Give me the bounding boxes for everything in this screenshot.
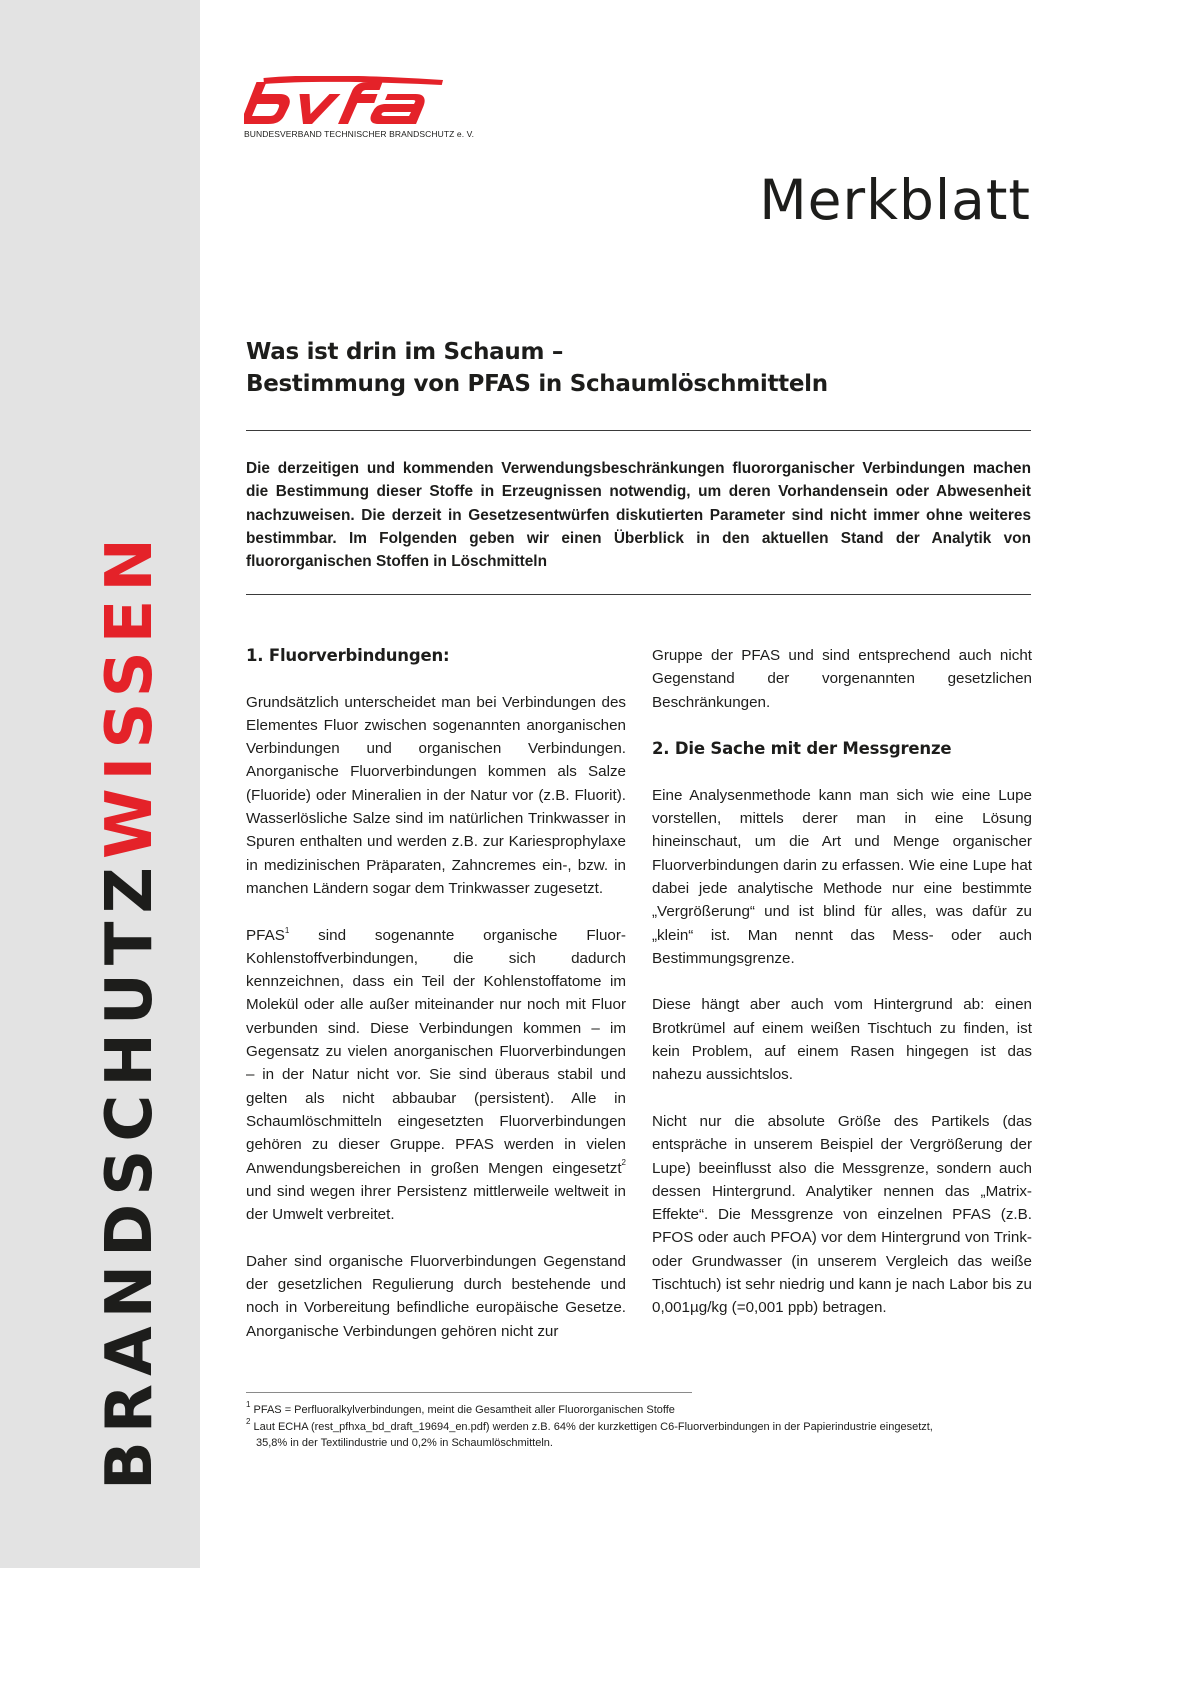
footnote-2-number: 2 bbox=[246, 1416, 251, 1426]
section-1-paragraph-3: Daher sind organische Fluorverbindungen Gegenstand der gesetzlichen Regulierung durch bestehende und noch in Vorbereitung befindliche europäische Gesetze. Anorganische Verbindungen gehören nicht zur bbox=[246, 1252, 626, 1340]
section-1-paragraph-2 bbox=[246, 924, 626, 1227]
footnote-1 bbox=[246, 1402, 1031, 1419]
divider-bottom bbox=[246, 594, 1031, 595]
bvfa-logo-wordmark bbox=[244, 76, 456, 126]
section-2-paragraph-2: Diese hängt aber auch vom Hintergrund ab: einen Brotkrümel auf einem weißen Tischtuch zu finden, ist kein Problem, auf einem Rasen hingegen ist das nahezu aussichtslos. bbox=[652, 996, 1032, 1084]
footnote-2-text: Laut ECHA (rest_pfhxa_bd_draft_19694_en.pdf) werden z.B. 64% der kurzkettigen C6-Fluorverbindungen in der Papierindustrie eingesetzt, bbox=[250, 1420, 933, 1433]
section-1-heading: 1. Fluorverbindungen: bbox=[246, 646, 450, 665]
footnote-2 bbox=[246, 1416, 1031, 1436]
logo-subtitle: BUNDESVERBAND TECHNISCHER BRANDSCHUTZ e. V. bbox=[244, 129, 475, 139]
sidebar-band bbox=[0, 0, 200, 1568]
section-2-paragraph-3: Nicht nur die absolute Größe des Partikels (das entspräche in unserem Beispiel der Vergrößerung der Lupe) beeinflusst also die Messgrenze, sondern auch dessen Hintergrund. Analytiker nennen das „Matrix-Effekte“. Die Messgrenze von einzelnen PFAS (z.B. PFOS oder auch PFOA) vor dem Hintergrund von Trink- oder Grundwasser (in unserem Vergleich das weiße Tischtuch) ist sehr niedrig und kann je nach Labor bis zu 0,001µg/kg (=0,001 ppb) betragen. bbox=[652, 1112, 1032, 1317]
sidebar-title-part2: WISSEN bbox=[93, 530, 167, 860]
section-1-paragraph-2-text-a: sind sogenannte organische Fluor-Kohlenstoffverbindungen, die sich dadurch kennzeichnen, dass ein Teil der Kohlenstoffatome im Molekül oder alle außer miteinander nur noch mit Fluor verbunden sind. Diese Verbindungen kommen – im Gegensatz zu vielen anorganischen Fluorverbindungen – in der Natur nicht vor. Sie sind überaus stabil und gelten als nicht abbaubar (persistent). Alle in Schaumlöschmitteln eingesetzten Fluorverbindungen gehören zu dieser Gruppe. PFAS werden in vielen Anwendungsbereichen in großen Mengen eingesetzt bbox=[246, 926, 626, 1177]
section-1-paragraph-2-text-b: und sind wegen ihrer Persistenz mittlerweile weltweit in der Umwelt verbreitet. bbox=[246, 1182, 626, 1224]
divider-top bbox=[246, 430, 1031, 431]
footnote-divider bbox=[246, 1392, 692, 1393]
pfas-term: PFAS bbox=[246, 926, 285, 944]
footnote-ref-1[interactable]: 1 bbox=[284, 925, 290, 935]
footnote-2-continued: 35,8% in der Textilindustrie und 0,2% in Schaumlöschmitteln. bbox=[256, 1437, 553, 1449]
section-1-paragraph-1: Grundsätzlich unterscheidet man bei Verbindungen des Elementes Fluor zwischen sogenannten anorganischen Verbindungen und organischen Verbindungen. Anorganische Fluorverbindungen kommen als Salze (Fluoride) oder Mineralien in der Natur vor (z.B. Fluorit). Wasserlösliche Salze sind im natürlichen Trinkwasser in Spuren enthalten und werden z.B. zur Kariesprophylaxe in medizinischen Präparaten, Zahncremes ein-, bzw. in manchen Ländern sogar dem Trinkwasser zugesetzt. bbox=[246, 693, 626, 897]
sidebar-title-part1: BRANDSCHUTZ bbox=[93, 859, 167, 1490]
footnote-1-text: PFAS = Perfluoralkylverbindungen, meint die Gesamtheit aller Fluororganischen Stoffe bbox=[250, 1404, 675, 1416]
page-title-line-1: Was ist drin im Schaum – bbox=[246, 339, 564, 365]
document-type-heading: Merkblatt bbox=[759, 168, 1031, 232]
section-1-paragraph-3-continued: Gruppe der PFAS und sind entsprechend auch nicht Gegenstand der vorgenannten gesetzlichen Beschränkungen. bbox=[652, 647, 1032, 711]
column-left bbox=[246, 644, 626, 1366]
section-2-heading: 2. Die Sache mit der Messgrenze bbox=[652, 739, 952, 759]
page-title-line-2: Bestimmung von PFAS in Schaumlöschmitteln bbox=[246, 371, 828, 397]
lead-paragraph: Die derzeitigen und kommenden Verwendungsbeschränkungen fluororganischer Verbindungen machen die Bestimmung dieser Stoffe in Erzeugnissen notwendig, um deren Vorhandensein oder Abwesenheit nachzuweisen. Die derzeit in Gesetzesentwürfen diskutierten Parameter sind nicht immer ohne weiteres bestimmbar. Im Folgenden geben wir einen Überblick in den aktuellen Stand der Analytik von fluororganischen Stoffen in Löschmitteln bbox=[246, 460, 1031, 571]
page-title bbox=[246, 336, 1036, 400]
column-right bbox=[652, 644, 1032, 1343]
footnote-1-number: 1 bbox=[246, 1400, 251, 1410]
footnote-ref-2[interactable]: 2 bbox=[621, 1158, 626, 1168]
sidebar-title bbox=[93, 530, 167, 1490]
bvfa-logo bbox=[244, 76, 475, 139]
section-2-paragraph-1: Eine Analysenmethode kann man sich wie eine Lupe vorstellen, mittels derer man in eine Lösung hineinschaut, um die Art und Menge organischer Fluorverbindungen darin zu erfassen. Wie eine Lupe hat dabei jede analytische Methode nur eine bestimmte „Vergrößerung“ und ist blind für alles, was dafür zu „klein“ ist. Man nennt das Mess- oder auch Bestimmungsgrenze. bbox=[652, 786, 1032, 967]
footnotes bbox=[246, 1402, 1031, 1452]
